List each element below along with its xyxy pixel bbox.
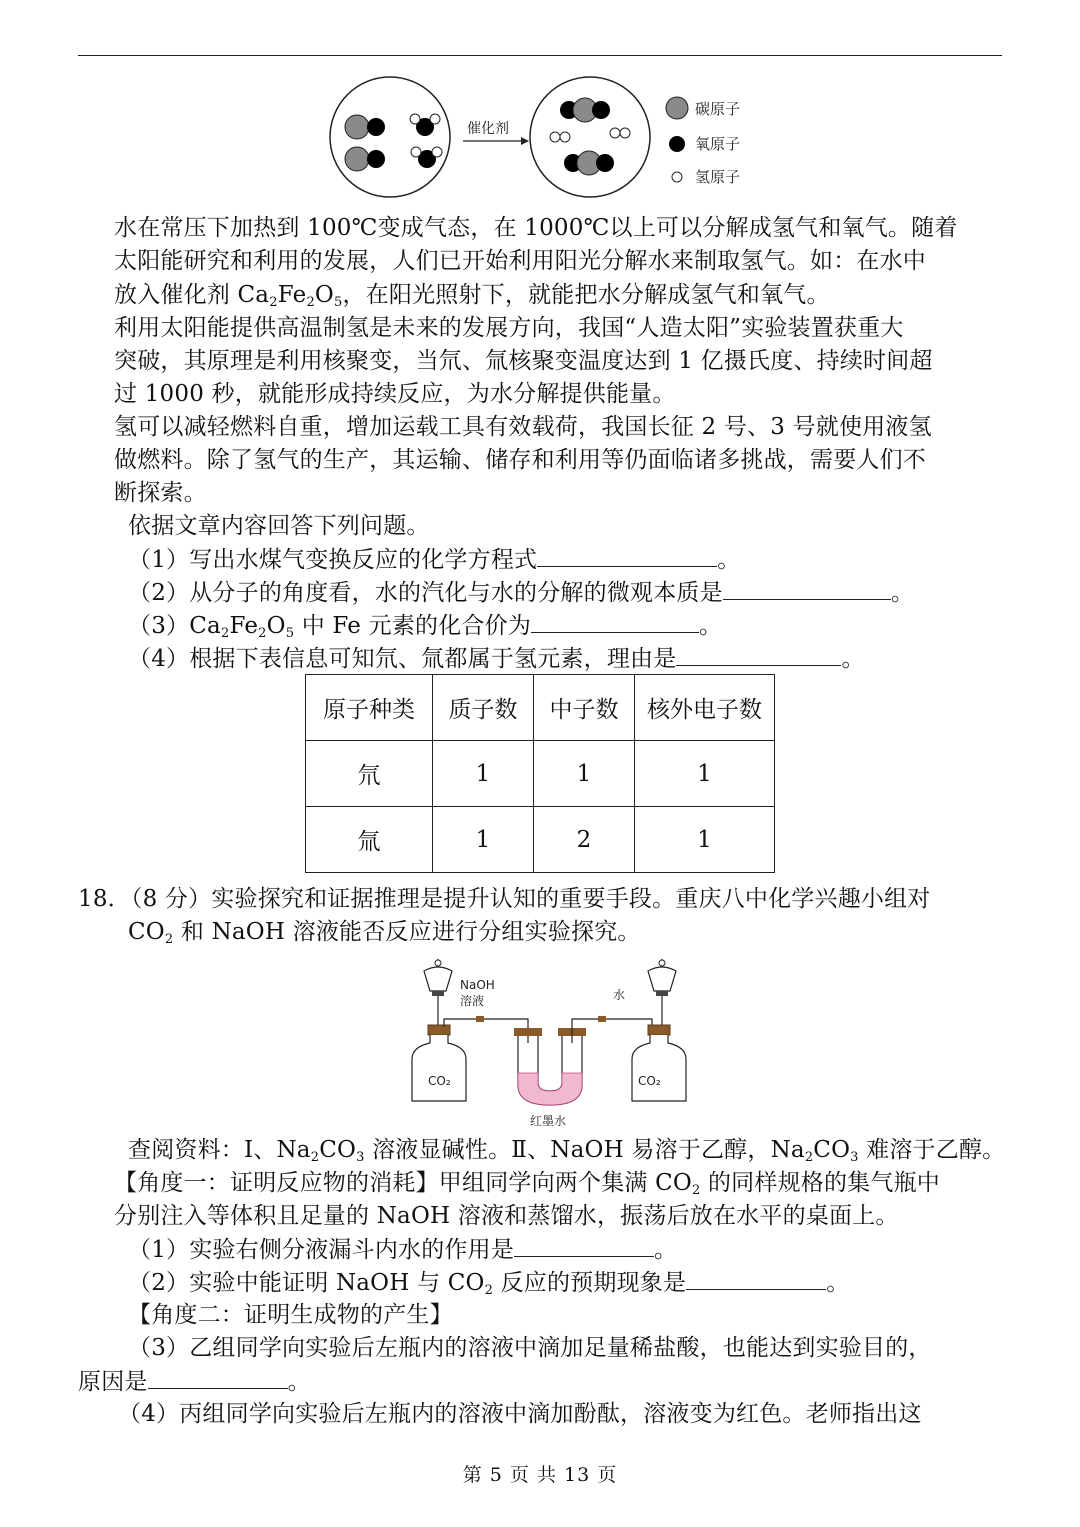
answer-blank[interactable] — [723, 577, 891, 600]
answer-blank[interactable] — [148, 1366, 288, 1389]
passage-p3-line1: 氢可以减轻燃料自重，增加运载工具有效载荷，我国长征 2 号、3 号就使用液氢 — [114, 414, 932, 440]
q18-angle1-line2: 分别注入等体积且足量的 NaOH 溶液和蒸馏水，振荡后放在水平的桌面上。 — [114, 1203, 899, 1229]
apparatus-figure — [400, 955, 700, 1133]
table-header-cell: 原子种类 — [306, 675, 433, 741]
table-cell: 1 — [433, 741, 534, 807]
right-bottle-label: CO₂ — [638, 1074, 661, 1088]
passage-p3-line3: 断探索。 — [114, 480, 207, 506]
answer-blank[interactable] — [531, 610, 699, 633]
passage-p1-line3: 放入催化剂 $Ca_2Fe_2O_5$，在阳光照射下，就能把水分解成氢气和氧气。 — [114, 282, 830, 310]
left-funnel-label-1: NaOH — [460, 978, 495, 992]
table-row — [306, 741, 775, 807]
table-header-row — [306, 675, 775, 741]
reactant-circle — [330, 77, 450, 197]
legend-oxygen — [669, 135, 740, 153]
table-header-cell: 核外电子数 — [635, 675, 775, 741]
q17-question-1: （1）写出水煤气变换反应的化学方程式 。 — [128, 544, 740, 575]
table-header-cell: 中子数 — [534, 675, 635, 741]
table-row — [306, 807, 775, 873]
q17-question-2: （2）从分子的角度看，水的汽化与水的分解的微观本质是 。 — [128, 577, 914, 608]
legend-carbon — [666, 97, 740, 119]
table-cell: 1 — [635, 741, 775, 807]
right-funnel-label: 水 — [613, 988, 626, 1002]
passage-p2-line1: 利用太阳能提供高温制氢是未来的发展方向，我国“人造太阳”实验装置获重大 — [114, 315, 904, 341]
q18-question-2: （2）实验中能证明 NaOH 与 $CO_2$ 反应的预期现象是 。 — [128, 1267, 849, 1298]
legend-hydrogen-label: 氢原子 — [695, 168, 741, 186]
table-cell: 氚 — [306, 807, 433, 873]
legend-hydrogen — [672, 168, 740, 186]
q17-intro: 依据文章内容回答下列问题。 — [128, 513, 430, 539]
left-funnel-label-2: 溶液 — [460, 994, 485, 1008]
table-cell: 2 — [534, 807, 635, 873]
answer-blank[interactable] — [686, 1267, 826, 1290]
q17-question-4: （4）根据下表信息可知氘、氚都属于氢元素，理由是 。 — [128, 643, 865, 674]
table-header-cell: 质子数 — [433, 675, 534, 741]
q18-question-4: （4）丙组同学向实验后左瓶内的溶液中滴加酚酞，溶液变为红色。老师指出这 — [118, 1401, 922, 1427]
table-cell: 1 — [534, 741, 635, 807]
passage-p1-line1: 水在常压下加热到 100℃变成气态，在 1000℃以上可以分解成氢气和氧气。随着 — [114, 215, 958, 241]
legend-oxygen-label: 氧原子 — [695, 135, 741, 153]
isotope-table — [305, 674, 775, 873]
q18-angle1-line1: 【角度一：证明反应物的消耗】甲组同学向两个集满 $CO_2$ 的同样规格的集气瓶中 — [114, 1170, 940, 1198]
passage-p1-line2: 太阳能研究和利用的发展，人们已开始利用阳光分解水来制取氢气。如：在水中 — [114, 248, 926, 274]
product-circle — [530, 77, 650, 197]
header-rule — [78, 55, 1002, 56]
q18-question-3-line2: 原因是 。 — [78, 1366, 311, 1397]
answer-blank[interactable] — [514, 1234, 654, 1257]
utube-label: 红墨水 — [530, 1114, 567, 1128]
answer-blank[interactable] — [537, 544, 717, 567]
left-bottle-label: CO₂ — [428, 1074, 451, 1088]
catalyst-label: 催化剂 — [467, 121, 509, 137]
q18-question-3-line1: （3）乙组同学向实验后左瓶内的溶液中滴加足量稀盐酸，也能达到实验目的， — [128, 1335, 932, 1361]
passage-p2-line3: 过 1000 秒，就能形成持续反应，为水分解提供能量。 — [114, 381, 676, 407]
table-cell: 氘 — [306, 741, 433, 807]
q17-question-3: $(3)Ca_2Fe_2O_5$ 中 Fe 元素的化合价为 。 — [128, 610, 722, 641]
legend-carbon-label: 碳原子 — [695, 100, 741, 118]
q18-line1: 18．（8 分）实验探究和证据推理是提升认知的重要手段。重庆八中化学兴趣小组对 — [78, 886, 931, 912]
q18-reference: 查阅资料：Ⅰ、$Na_2CO_3$ 溶液显碱性。Ⅱ、NaOH 易溶于乙醇，$Na_2CO_3$ 难溶于乙醇。 — [128, 1137, 1006, 1165]
table-cell: 1 — [635, 807, 775, 873]
passage-p3-line2: 做燃料。除了氢气的生产，其运输、储存和利用等仍面临诸多挑战，需要人们不 — [114, 447, 926, 473]
answer-blank[interactable] — [676, 643, 841, 666]
q18-angle2: 【角度二：证明生成物的产生】 — [128, 1302, 453, 1328]
q18-line2: $CO_2$ 和 NaOH 溶液能否反应进行分组实验探究。 — [128, 919, 641, 947]
table-cell: 1 — [433, 807, 534, 873]
page-footer: 第 5 页 共 13 页 — [462, 1464, 618, 1486]
q18-question-1: （1）实验右侧分液漏斗内水的作用是 。 — [128, 1234, 677, 1265]
molecule-reaction-figure — [325, 75, 785, 205]
passage-p2-line2: 突破，其原理是利用核聚变，当氘、氚核聚变温度达到 1 亿摄氏度、持续时间超 — [114, 348, 933, 374]
